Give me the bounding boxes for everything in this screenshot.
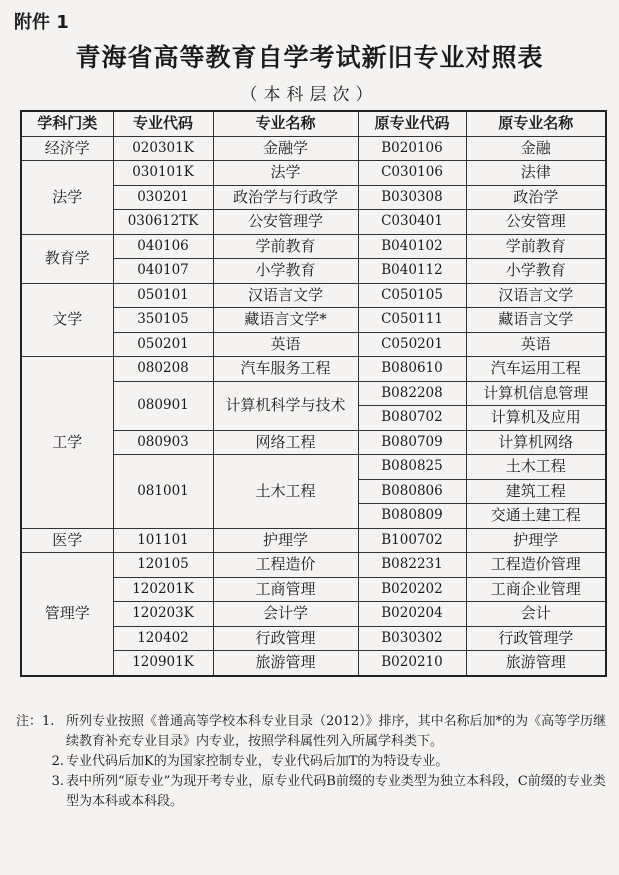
category-cell: 管理学 xyxy=(21,553,113,676)
old-name-cell: 英语 xyxy=(466,332,606,357)
major-name-cell: 行政管理 xyxy=(213,626,358,651)
old-code-cell: C050201 xyxy=(358,332,466,357)
major-name-cell: 汽车服务工程 xyxy=(213,357,358,382)
note-item xyxy=(16,772,608,812)
major-name-cell: 小学教育 xyxy=(213,259,358,284)
major-comparison-table xyxy=(20,110,607,677)
major-code-cell: 020301K xyxy=(113,136,213,161)
major-code-cell: 030201 xyxy=(113,185,213,210)
major-code-cell: 080903 xyxy=(113,430,213,455)
old-name-cell: 交通土建工程 xyxy=(466,504,606,529)
major-name-cell: 学前教育 xyxy=(213,234,358,259)
major-name-cell: 工程造价 xyxy=(213,553,358,578)
page-subtitle: （本科层次） xyxy=(240,85,379,105)
category-cell: 文学 xyxy=(21,283,113,357)
old-code-cell: B020106 xyxy=(358,136,466,161)
old-name-cell: 计算机网络 xyxy=(466,430,606,455)
major-name-cell: 土木工程 xyxy=(213,455,358,529)
column-header: 学科门类 xyxy=(21,111,113,136)
table-row xyxy=(21,553,606,578)
column-header: 原专业名称 xyxy=(466,111,606,136)
note-item xyxy=(16,712,608,752)
old-name-cell: 小学教育 xyxy=(466,259,606,284)
major-code-cell: 350105 xyxy=(113,308,213,333)
old-code-cell: C030106 xyxy=(358,161,466,186)
major-code-cell: 050201 xyxy=(113,332,213,357)
old-code-cell: B080709 xyxy=(358,430,466,455)
major-code-cell: 080208 xyxy=(113,357,213,382)
old-name-cell: 汉语言文学 xyxy=(466,283,606,308)
old-name-cell: 公安管理 xyxy=(466,210,606,235)
major-code-cell: 030612TK xyxy=(113,210,213,235)
category-cell: 法学 xyxy=(21,161,113,235)
major-code-cell: 101101 xyxy=(113,528,213,553)
old-name-cell: 政治学 xyxy=(466,185,606,210)
old-name-cell: 藏语言文学 xyxy=(466,308,606,333)
old-code-cell: B020210 xyxy=(358,651,466,676)
old-name-cell: 护理学 xyxy=(466,528,606,553)
old-code-cell: B080825 xyxy=(358,455,466,480)
note-number: 3. xyxy=(51,774,64,789)
major-name-cell: 汉语言文学 xyxy=(213,283,358,308)
major-name-cell: 金融学 xyxy=(213,136,358,161)
major-code-cell: 040107 xyxy=(113,259,213,284)
old-name-cell: 法律 xyxy=(466,161,606,186)
old-code-cell: B082231 xyxy=(358,553,466,578)
old-code-cell: B030302 xyxy=(358,626,466,651)
old-name-cell: 汽车运用工程 xyxy=(466,357,606,382)
old-code-cell: B082208 xyxy=(358,381,466,406)
category-cell: 经济学 xyxy=(21,136,113,161)
category-cell: 医学 xyxy=(21,528,113,553)
table-row xyxy=(21,136,606,161)
old-code-cell: C050105 xyxy=(358,283,466,308)
major-code-cell: 040106 xyxy=(113,234,213,259)
old-name-cell: 计算机信息管理 xyxy=(466,381,606,406)
old-code-cell: B040102 xyxy=(358,234,466,259)
table-row xyxy=(21,357,606,382)
old-name-cell: 工程造价管理 xyxy=(466,553,606,578)
old-code-cell: B080809 xyxy=(358,504,466,529)
old-code-cell: B080610 xyxy=(358,357,466,382)
table-row xyxy=(21,528,606,553)
major-code-cell: 120105 xyxy=(113,553,213,578)
major-name-cell: 法学 xyxy=(213,161,358,186)
note-number: 2. xyxy=(51,754,64,769)
table-header-row xyxy=(21,111,606,136)
old-code-cell: C030401 xyxy=(358,210,466,235)
old-code-cell: B020202 xyxy=(358,577,466,602)
old-name-cell: 工商企业管理 xyxy=(466,577,606,602)
major-name-cell: 会计学 xyxy=(213,602,358,627)
major-name-cell: 政治学与行政学 xyxy=(213,185,358,210)
major-code-cell: 050101 xyxy=(113,283,213,308)
old-name-cell: 学前教育 xyxy=(466,234,606,259)
note-text: 表中所列“原专业”为现开考专业，原专业代码B前缀的专业类型为独立本科段，C前缀的专业类型为本科或本科段。 xyxy=(66,774,606,809)
notes-label: 注： xyxy=(16,714,43,729)
old-name-cell: 建筑工程 xyxy=(466,479,606,504)
note-text: 所列专业按照《普通高等学校本科专业目录（2012）》排序，其中名称后加*的为《高等学历继续教育补充专业目录》内专业，按照学科属性列入所属学科类下。 xyxy=(66,714,607,749)
old-name-cell: 金融 xyxy=(466,136,606,161)
old-name-cell: 计算机及应用 xyxy=(466,406,606,431)
major-name-cell: 英语 xyxy=(213,332,358,357)
old-name-cell: 土木工程 xyxy=(466,455,606,480)
table-row xyxy=(21,161,606,186)
old-name-cell: 会计 xyxy=(466,602,606,627)
major-code-cell: 120901K xyxy=(113,651,213,676)
attachment-label: 附件 1 xyxy=(14,12,69,33)
page-title: 青海省高等教育自学考试新旧专业对照表 xyxy=(75,43,544,72)
old-code-cell: C050111 xyxy=(358,308,466,333)
old-code-cell: B040112 xyxy=(358,259,466,284)
old-code-cell: B080806 xyxy=(358,479,466,504)
notes-section xyxy=(16,712,608,812)
category-cell: 教育学 xyxy=(21,234,113,283)
major-code-cell: 080901 xyxy=(113,381,213,430)
note-item xyxy=(16,752,608,772)
major-code-cell: 120402 xyxy=(113,626,213,651)
major-name-cell: 护理学 xyxy=(213,528,358,553)
old-name-cell: 行政管理学 xyxy=(466,626,606,651)
old-code-cell: B080702 xyxy=(358,406,466,431)
note-number: 1. xyxy=(42,714,55,729)
major-code-cell: 081001 xyxy=(113,455,213,529)
major-name-cell: 网络工程 xyxy=(213,430,358,455)
old-code-cell: B020204 xyxy=(358,602,466,627)
column-header: 原专业代码 xyxy=(358,111,466,136)
old-name-cell: 旅游管理 xyxy=(466,651,606,676)
major-name-cell: 计算机科学与技术 xyxy=(213,381,358,430)
old-code-cell: B030308 xyxy=(358,185,466,210)
old-code-cell: B100702 xyxy=(358,528,466,553)
table-row xyxy=(21,234,606,259)
category-cell: 工学 xyxy=(21,357,113,529)
major-name-cell: 工商管理 xyxy=(213,577,358,602)
major-code-cell: 120203K xyxy=(113,602,213,627)
major-code-cell: 030101K xyxy=(113,161,213,186)
major-code-cell: 120201K xyxy=(113,577,213,602)
major-name-cell: 旅游管理 xyxy=(213,651,358,676)
column-header: 专业名称 xyxy=(213,111,358,136)
major-name-cell: 公安管理学 xyxy=(213,210,358,235)
table-row xyxy=(21,283,606,308)
note-text: 专业代码后加K的为国家控制专业，专业代码后加T的为特设专业。 xyxy=(66,754,449,769)
major-name-cell: 藏语言文学* xyxy=(213,308,358,333)
column-header: 专业代码 xyxy=(113,111,213,136)
